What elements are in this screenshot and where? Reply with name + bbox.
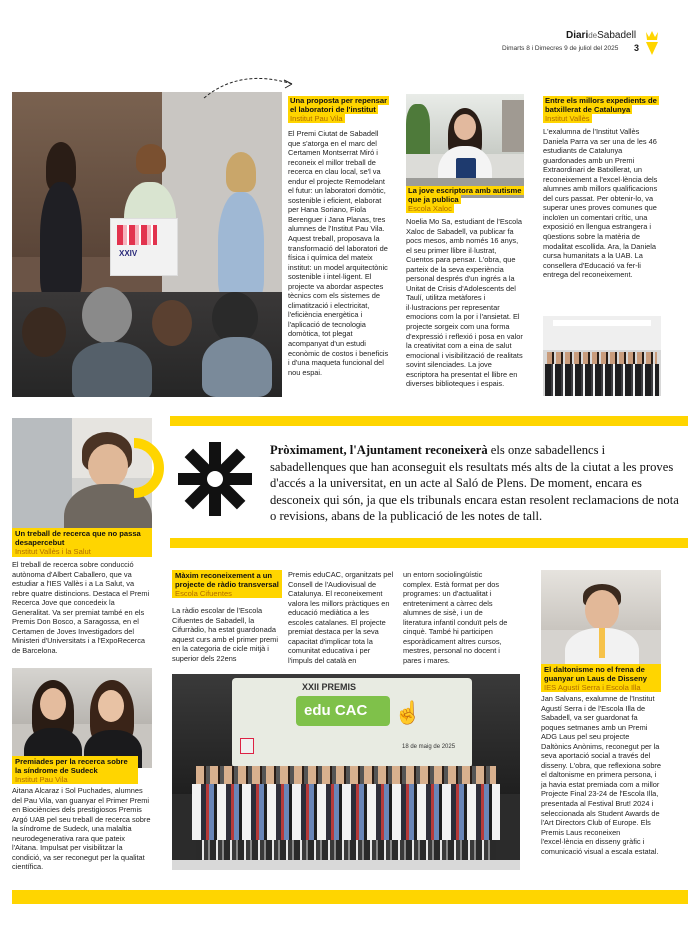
article-radio-body-col1: La ràdio escolar de l'Escola Cifuentes de Sabadell, la Cifurràdio, ha estat guardonada aquest curs amb el primer premi en la categoria de cicle mitjà i superior dels 22ens [172, 606, 278, 663]
article-laboratori-title: Una proposta per repensar el laboratori de l'institut [290, 96, 388, 114]
article-escriptora-title: La jove escriptora amb autisme que ja publica [408, 186, 522, 204]
masthead-de: de [588, 31, 598, 40]
article-recerca-title: Un treball de recerca que no passa desapercebut [15, 529, 141, 547]
asterisk-icon [176, 440, 254, 518]
article-escriptora-school: Escola Xaloc [408, 204, 452, 213]
masthead-city: Sabadell [597, 30, 637, 41]
educac-date: 18 de maig de 2025 [402, 744, 456, 750]
article-escriptora [406, 186, 524, 389]
lectern-sign: XXIV [119, 249, 138, 258]
article-recerca-heading [12, 528, 152, 557]
hand-pointer-icon: ☝ [394, 700, 422, 725]
article-laboratori-heading [288, 96, 390, 123]
highlight-body: els onze sabadellencs i sabadellenques que han aconseguit els resultats més alts de la ciutat a les proves d'accés a la universitat, en un acte al Saló de Plens. De moment, encara es desconeix qui són, ja que els tribunals encara estan resolent reclamacions de nota o revisions, abans de la publicació de les notes de tall. [270, 443, 679, 523]
lectern [110, 218, 178, 276]
page-header [502, 28, 690, 56]
highlight-bottom-bar [170, 538, 688, 548]
article-sudeck-heading [12, 756, 138, 784]
masthead-diari: Diari [566, 30, 589, 41]
header-date: Dimarts 8 i Dimecres 9 de juliol del 2025 [502, 45, 619, 52]
article-laboratori [288, 96, 390, 377]
article-daltonisme-heading [541, 664, 661, 692]
article-recerca-body: El treball de recerca sobre conducció autònoma d'Albert Caballero, que va estudiar a l'IES Vallès i a La Salut, va rebre quatre distincions. Destaca el Premi Recerca Jove que concedeix la Generalitat. Va ser premiat també en els Premis Don Bosco, a Saragossa, en el Certamen de Joves Investigadors del Ministeri d'Universitats i a l'ExpoRecerca de Barcelona. [12, 560, 150, 655]
educac-screen [232, 678, 472, 768]
bottom-bar [12, 890, 688, 904]
article-batxillerat [543, 96, 661, 280]
article-batxillerat-body: L'exalumna de l'Institut Vallès Daniela Parra va ser una de les 46 estudiants de Catalunya guardonades amb un Premi Extraordinari de Batxillerat, un reconeixement a l'excel·lència dels alumnes amb millors qualificacions del curs passat. Per obtenir-lo, va superar unes proves comunes que incloïen un comentari crític, una exposició en llengua estrangera i qüestions sobre la matèria de modalitat escollida. Ara, la Daniela cursa humanitats a la UAB. La consellera d'Educació va fer-li entrega del reconeixement. [543, 127, 658, 280]
photo-sudeck-students [12, 668, 152, 768]
photo-daltonisme-student [541, 570, 661, 674]
educac-top: XXII PREMIS [302, 682, 357, 692]
article-laboratori-school: Institut Pau Vila [290, 114, 343, 123]
highlight-lead: Pròximament, l'Ajuntament reconeixerà [270, 443, 488, 457]
educac-banner [296, 696, 390, 726]
photo-laboratori-presentation [12, 92, 282, 397]
article-radio-body-col3: un entorn sociolingüístic complex. Està format per dos programes: un d'actualitat i entreteniment a càrrec dels alumnes de sisè, i un de literatura infantil conduït pels de cinquè. També hi participen esporàdicament altres cursos, mestres, personal no docent i pares i mares. [403, 570, 508, 665]
page-number: 3 [634, 43, 640, 53]
article-radio-school: Escola Cifuentes [175, 589, 279, 598]
article-radio-title: Màxim reconeixement a un projecte de ràdio transversal [175, 571, 279, 589]
article-recerca-school: Institut Vallès i la Salut [15, 547, 149, 556]
article-daltonisme-body: Jan Salvans, exalumne de l'Institut Agustí Serra i de l'Escola Illa de Sabadell, va ser guardonat fa poques setmanes amb un Premi ADG Laus pel seu projecte Daltònics Anònims, reconegut per la seva aportació social a través del disseny. L'obra, que reflexiona sobre el daltonisme en primera persona, i ja havia estat premiada com a millor Projecte Final 23-24 de l'Escola Illa, presentada al Festival Brut! 2024 i seleccionada als Student Awards de l'Art Directors Club of Europe. Els Premis Laus reconeixen l'excel·lència en disseny gràfic i comunicació visual a escala estatal. [541, 694, 662, 856]
article-escriptora-body: Noelia Mo Sa, estudiant de l'Escola Xaloc de Sabadell, va publicar fa pocs mesos, amb només 16 anys, el seu primer llibre il·lustrat, Cuentos para pensar. L'obra, que parteix de la seva experiència personal després d'un ingrés a la Unitat de Crisis d'Adolescents del Taulí, utilitza metàfores i il·lustracions per representar emocions com la por i l'ansietat. El projecte sorgeix com una forma d'expressió i reflexió i posa en valor la creativitat com a eina de salut emocional i visibilització de realitats sovint silenciades. La jove escriptora ha presentat el llibre en diverses biblioteques i espais. [406, 217, 523, 389]
article-batxillerat-title: Entre els millors expedients de batxillerat de Catalunya [545, 96, 657, 114]
article-daltonisme-school: IES Agustí Serra i Escola Illa [544, 683, 658, 692]
article-escriptora-heading [406, 186, 524, 213]
article-laboratori-body: El Premi Ciutat de Sabadell que s'atorga en el marc del Certamen Montserrat Miró i reconeix el millor treball de recerca en clau local, se'l va endur el projecte Remodelant el futur: un laboratori domòtic, sostenible i eficient, elaborat per Hana Soriano, Fiola Berenguer i Jana Planas, tres alumnes de l'Institut Pau Vila. Aquest treball, proposava la transformació del laboratori de física i química del mateix institut: un model arquitectònic sostenible i intel·ligent. El projecte va abordar aspectes tècnics com els sistemes de climatització i electricitat, l'eficiència energètica i l'aplicació de tecnologia domòtica, tot plegat acompanyat d'un estudi econòmic de costos i beneficis i d'una maqueta funcional del nou espai. [288, 129, 389, 377]
photo-graduates-group [543, 316, 661, 396]
masthead [566, 30, 636, 41]
article-sudeck-title: Premiades per la recerca sobre la síndrome de Sudeck [15, 757, 128, 775]
article-daltonisme-title: El daltonisme no el frena de guanyar un Laus de Disseny [544, 665, 647, 683]
highlight-top-bar [170, 416, 688, 426]
crown-logo-icon [644, 30, 660, 56]
article-radio-body-col2: Premis eduCAC, organitzats pel Consell de l'Audiovisual de Catalunya. El reconeixement valora les millors pràctiques en educació mediàtica a les escoles catalanes. El projecte premiat destaca per la seva capacitat d'implicar tota la comunitat educativa i per l'impuls del català en [288, 570, 394, 665]
article-batxillerat-school: Institut Vallès [545, 114, 590, 123]
highlight-text [270, 442, 680, 525]
article-sudeck-school: Institut Pau Vila [15, 775, 135, 784]
photo-young-writer [406, 94, 524, 198]
dashed-arrow-icon [200, 72, 300, 102]
photo-educac-award [172, 674, 520, 870]
article-radio-heading [172, 570, 282, 598]
article-batxillerat-heading [543, 96, 661, 123]
educac-banner-text: edu CAC [304, 702, 368, 719]
article-sudeck-body: Aitana Alcaraz i Sol Puchades, alumnes del Pau Vila, van guanyar el Primer Premi en Biociències dels prestigiosos Premis Argó UAB pel seu treball de recerca sobre la síndrome de Sudeck, una malaltia neurodegenerativa rara que pateix l'Aitana. Impulsat per visibilitzar la condició, va ser reconegut per la qualitat científica. [12, 786, 151, 872]
